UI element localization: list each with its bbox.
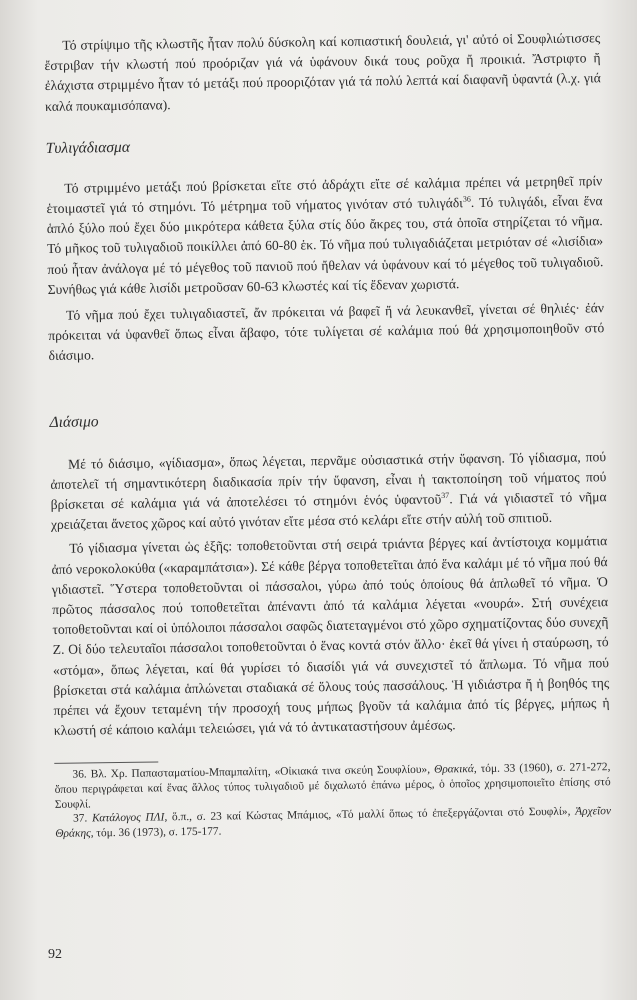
footnote-37-text-a: 37.: [72, 812, 93, 825]
footnote-37-journal: Ἀρχεῖον Θράκης: [55, 805, 612, 840]
footnote-36-text-a: 36. Βλ. Χρ. Παπασταματίου-Μπαμπαλίτη, «Οἰκιακά τινα σκεύη Σουφλίου»,: [72, 764, 435, 782]
section-heading-tulygadiasma: Τυλιγάδιασμα: [45, 138, 131, 157]
footnote-36-text-b: , τόμ. 33 (1960), σ. 271-272, ὅπου περιγράφεται καί ἕνας ἄλλος τύπος τυλιγαδιοῦ μέ διχαλωτό ἐπάνω μέρος, ὁ ὁποῖος χρησιμοποιεῖτο ἐπίσης στό Σουφλί.: [54, 761, 611, 811]
paragraph-measuring-text-b: . Τό τυλιγάδι, εἶναι ἕνα ἁπλό ξύλο πού ἔχει δύο μικρότερα κάθετα ξύλα στίς δύο ἄκρες του, στά ὁποῖα στηρίζεται τό νῆμα. Τό μῆκος τοῦ τυλιγαδιοῦ ποικίλλει ἀπό 60-80 ἑκ. Τό νῆμα πού τυλιγαδιάζεται μετριόταν σέ «λισίδια» πού ἦταν ἀνάλογα μέ τό μέγεθος τοῦ πανιοῦ πού ἤθελαν νά ὑφάνουν καί τό μέγεθος τοῦ τυλιγαδιοῦ. Συνήθως γιά κάθε λισίδι μετροῦσαν 60-63 κλωστές καί τίς ἔδεναν χωριστά.: [46, 193, 604, 297]
footnote-ref-37[interactable]: 37: [441, 490, 450, 501]
paragraph-dyeing: Τό νῆμα πού ἔχει τυλιγαδιαστεῖ, ἄν πρόκειται νά βαφεῖ ἤ νά λευκανθεῖ, γίνεται σέ θηλιές· ἐάν πρόκειται νά ὑφανθεῖ ὅπως εἶναι ἄβαφο, τότε τυλίγεται σέ καλάμια πού θά χρησιμοποιηθοῦν στό διάσιμο.: [48, 300, 605, 364]
footnote-37-catalogue: Κατάλογος ΠΛΙ: [91, 811, 165, 825]
footnote-ref-36[interactable]: 36: [462, 194, 471, 204]
paragraph-warping-intro: [50, 447, 607, 536]
page-content: [44, 18, 611, 841]
paragraph-warping-text-b: . Γιά νά γιδιαστεῖ τό νῆμα χρειάζεται ἄνετος χῶρος καί αὐτό γινόταν εἴτε μέσα στό κελάρι εἴτε στήν αὐλή τοῦ σπιτιοῦ.: [50, 489, 607, 533]
footnote-36-journal: Θρακικά: [433, 763, 474, 777]
page-number: 92: [48, 947, 62, 962]
section-heading-diasimo: Διάσιμο: [49, 412, 99, 431]
paragraph-measuring-text-a: Τό στριμμένο μετάξι πού βρίσκεται εἴτε στό ἀδράχτι εἴτε σέ καλάμια πρέπει νά μετρηθεῖ πρίν ἑτοιμαστεῖ γιά τό στημόνι. Τό μέτρημα τοῦ νήματος γινόταν στό τυλιγάδι: [46, 173, 603, 216]
footnote-36: [54, 761, 611, 813]
footnote-37-text-b: , ὅ.π., σ. 23 καί Κώστας Μπάμιος, «Τό μαλλί ὅπως τό ἐπεξεργάζονται στό Σουφλί»,: [164, 805, 576, 824]
paragraph-warping-process: Τό γίδιασμα γίνεται ὡς ἑξῆς: τοποθετοῦνται στή σειρά τριάντα βέργες καί ἀντίστοιχα κομμάτια ἀπό νεροκολοκύθα («καραμπάτσια»). Σέ κάθε βέργα τοποθετεῖται ἀπό ἕνα καλάμι μέ τό νῆμα πού θά γιδιαστεῖ. Ὕστερα τοποθετοῦνται οἱ πάσσαλοι, γύρω ἀπό τούς ὁποίους θά ἁπλωθεῖ τό νῆμα. Ὁ πρῶτος πάσσαλος πού τοποθετεῖται ἀπέναντι ἀπό τά καλάμια λέγεται «νουρά». Στή συνέχεια τοποθετοῦνται καί οἱ ὑπόλοιποι πάσσαλοι σαφῶς διατεταγμένοι στό χῶρο σχηματίζοντας δύο συνεχῆ Ζ. Οἱ δύο τελευταῖοι πάσσαλοι τοποθετοῦνται ὁ ἕνας κοντά στόν ἄλλο· ἐκεῖ θά γίνει ἡ σταύρωση, τό «στόμα», ὅπως λέγεται, καί θά γυρίσει τό διασίδι γιά νά συνεχιστεῖ τό ἅπλωμα. Τό νῆμα πού βρίσκεται στά καλάμια ἁπλώνεται σταδιακά σέ ὅλους τούς πασσάλους. Ἡ γιδιάστρα ἤ ἡ βοηθός της πρέπει νά ἔχουν τεταμένη τήν προσοχή τους μήπως βγοῦν τά καλάμια ἀπό τίς βέργες, μήπως ἡ κλωστή σέ κάποιο καλάμι τελειώσει, γιά νά τό ἀντικαταστήσουν ἀμέσως.: [51, 533, 610, 739]
paragraph-measuring: [46, 171, 604, 300]
footnote-37-text-c: , τόμ. 36 (1973), σ. 175-177.: [90, 825, 222, 840]
paragraph-warping-text-a: Μέ τό διάσιμο, «γίδιασμα», ὅπως λέγεται, περνᾶμε οὐσιαστικά στήν ὕφανση. Τό γίδιασμα, πού ἀποτελεῖ τή σημαντικότερη διαδικασία πρίν τήν ὕφανση, εἶναι ἡ τακτοποίηση τοῦ νήματος πού βρίσκεται σέ καλάμια γιά νά ἀποτελέσει τό στημόνι ἑνός ὑφαντοῦ: [50, 448, 607, 512]
footnote-divider: [54, 762, 158, 764]
paragraph-thread-twisting: Τό στρίψιμο τῆς κλωστῆς ἦταν πολύ δύσκολη καί κοπιαστική δουλειά, γι' αὐτό οἱ Σουφλιώτισσες ἔστριβαν τήν κλωστή πού προόριζαν γιά νά ὑφάνουν δικά τους ροῦχα ἤ προικιά. Ἄστριφτο ἤ ἐλάχιστα στριμμένο ἦταν τό μετάξι πού προοριζόταν γιά τά πολύ λεπτά καί διαφανῆ ὑφαντά (λ.χ. γιά καλά πουκαμισόπανα).: [44, 30, 601, 114]
